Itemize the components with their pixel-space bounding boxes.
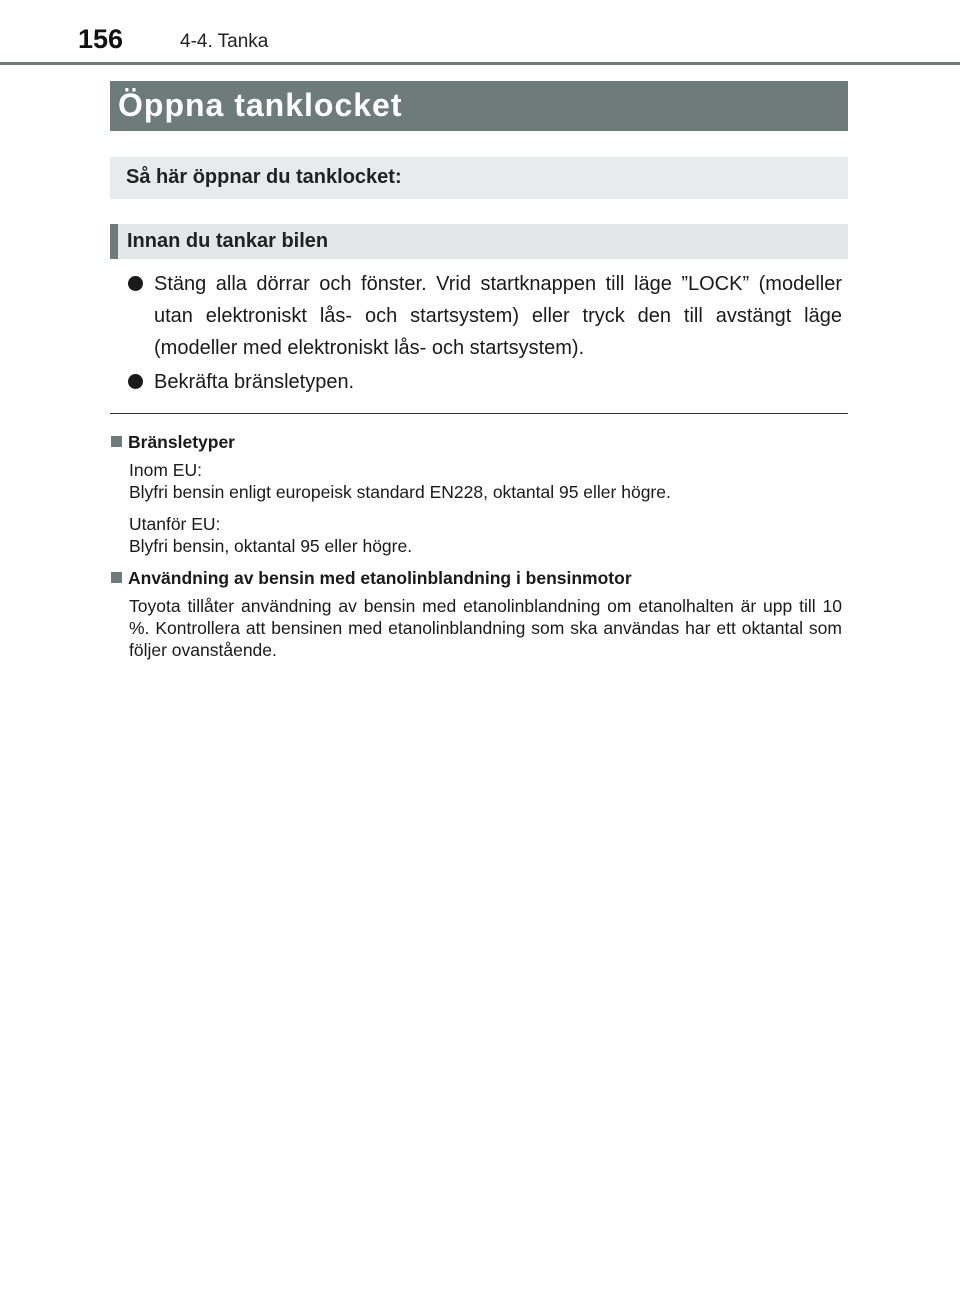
note-heading-text: Bränsletyper <box>128 432 235 452</box>
note-paragraph <box>110 513 842 557</box>
list-item <box>128 366 842 398</box>
section-label: 4-4. Tanka <box>180 31 269 52</box>
note-label: Inom EU: <box>129 460 202 480</box>
intro-box <box>110 157 848 199</box>
note-label: Utanför EU: <box>129 514 221 534</box>
intro-text: Så här öppnar du tanklocket: <box>126 166 402 188</box>
page-title: Öppna tanklocket <box>118 87 403 123</box>
note-paragraph <box>110 459 842 503</box>
note-text: Blyfri bensin, oktantal 95 eller högre. <box>129 536 413 556</box>
header-rule <box>0 62 960 65</box>
square-bullet-icon <box>111 572 122 583</box>
page-number: 156 <box>78 24 124 54</box>
subheading-accent-bar <box>110 224 118 259</box>
note-heading-text: Användning av bensin med etanolinblandning i bensinmotor <box>128 568 632 588</box>
list-item <box>128 268 842 364</box>
notes-section <box>110 426 842 671</box>
subheading-box <box>110 224 848 259</box>
note-text: Toyota tillåter användning av bensin med etanolinblandning om etanolhalten är upp till 10 %. Kontrollera att bensinen med etanolinblandning som ska användas har ett oktantal som följer ovanstående. <box>129 596 842 660</box>
note-text: Blyfri bensin enligt europeisk standard EN228, oktantal 95 eller högre. <box>129 482 671 502</box>
bullet-text: Stäng alla dörrar och fönster. Vrid startknappen till läge ”LOCK” (modeller utan elektroniskt lås- och startsystem) eller tryck den till avstängt läge (modeller med elektroniskt lås- och startsystem). <box>154 273 842 359</box>
bullet-list <box>128 268 842 400</box>
square-bullet-icon <box>111 436 122 447</box>
bullet-dot-icon <box>128 276 143 291</box>
page-title-bar <box>110 81 848 131</box>
bullet-dot-icon <box>128 374 143 389</box>
note-paragraph <box>110 595 842 661</box>
note-heading-ethanol <box>110 567 842 589</box>
subheading: Innan du tankar bilen <box>127 230 329 252</box>
bullet-text: Bekräfta bränsletypen. <box>154 371 355 393</box>
section-divider <box>110 413 848 414</box>
note-heading-fuel-types <box>110 431 842 453</box>
